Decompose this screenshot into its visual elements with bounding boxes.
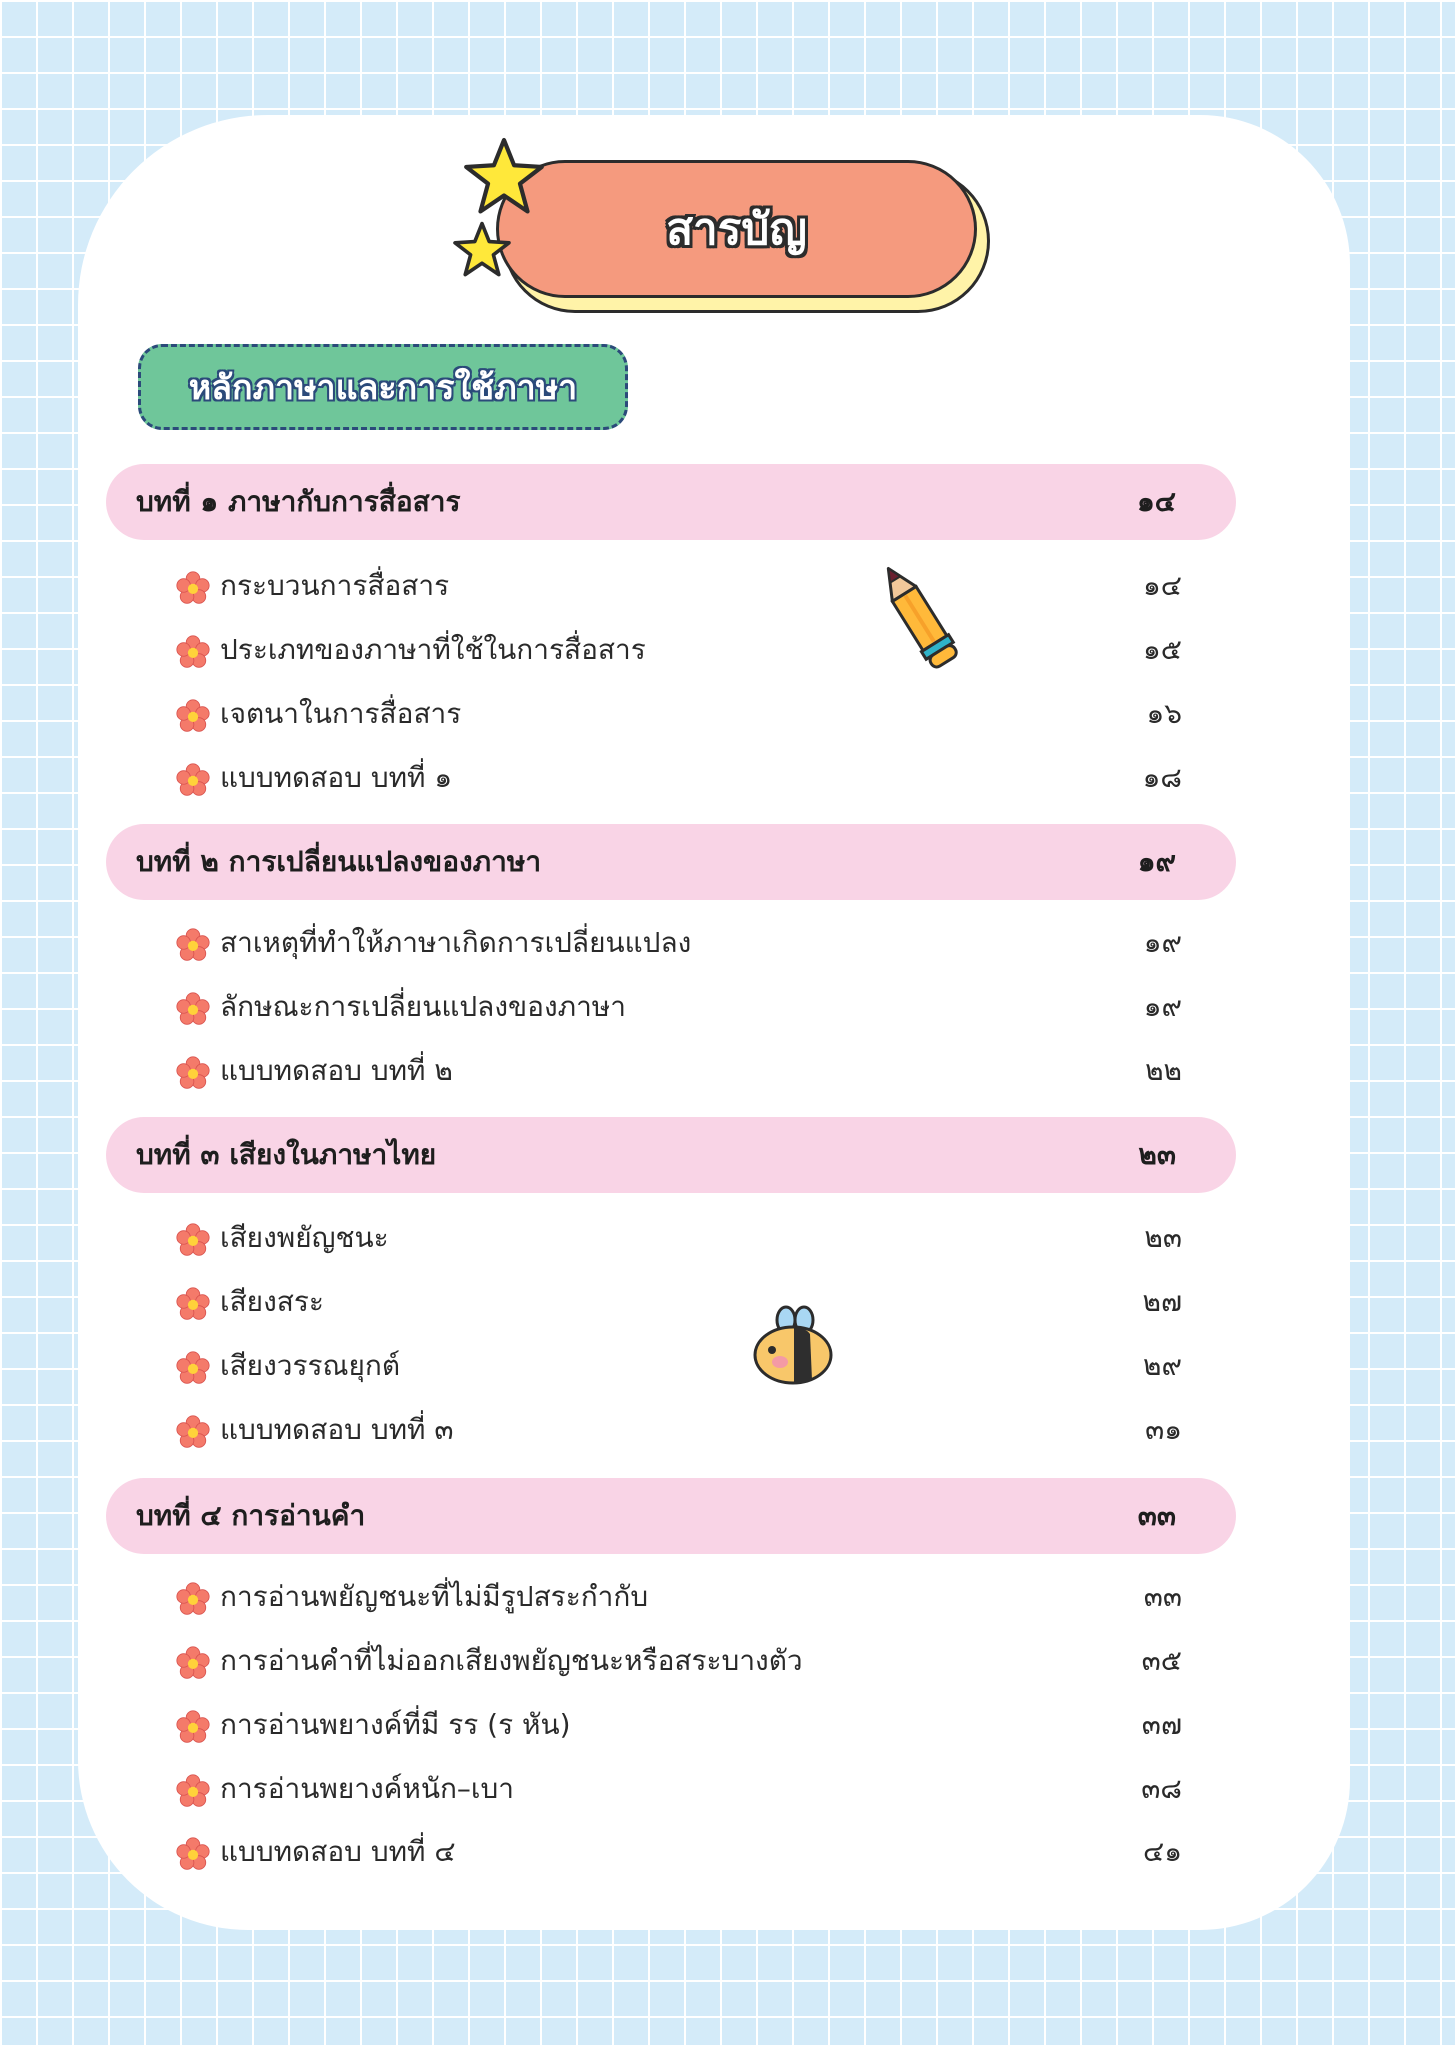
toc-item-page: ๓๗ (1141, 1708, 1182, 1741)
toc-item-page: ๑๙ (1143, 926, 1182, 959)
flower-icon (176, 699, 210, 733)
pencil-icon (868, 556, 968, 676)
toc-item-page: ๑๘ (1142, 761, 1182, 794)
toc-item-page: ๔๑ (1143, 1835, 1182, 1868)
chapter-bar[interactable] (106, 464, 1236, 540)
chapter-title: บทที่ ๒ การเปลี่ยนแปลงของภาษา (136, 845, 542, 878)
toc-item-title: แบบทดสอบ บทที่ ๔ (220, 1835, 456, 1868)
toc-item-title: แบบทดสอบ บทที่ ๒ (220, 1054, 453, 1087)
toc-item-title: การอ่านพยางค์ที่มี รร (ร หัน) (220, 1708, 571, 1741)
flower-icon (176, 1056, 210, 1090)
toc-item[interactable] (172, 1827, 1182, 1877)
toc-item-page: ๓๕ (1141, 1644, 1182, 1677)
toc-item-page: ๒๒ (1145, 1054, 1182, 1087)
toc-item-page: ๒๗ (1142, 1285, 1182, 1318)
toc-item-page: ๓๓ (1143, 1580, 1182, 1613)
toc-item-title: เสียงพยัญชนะ (220, 1221, 389, 1254)
section-label (138, 344, 628, 430)
toc-item[interactable] (172, 1213, 1182, 1263)
toc-item[interactable] (172, 1700, 1182, 1750)
toc-item-title: เสียงสระ (220, 1285, 324, 1318)
toc-item[interactable] (172, 689, 1182, 739)
flower-icon (176, 1223, 210, 1257)
toc-item-title: การอ่านพยัญชนะที่ไม่มีรูปสระกำกับ (220, 1580, 649, 1613)
flower-icon (176, 635, 210, 669)
toc-item-page: ๓๘ (1141, 1772, 1182, 1805)
toc-item[interactable] (172, 918, 1182, 968)
page-title: สารบัญ (666, 204, 807, 255)
flower-icon (176, 992, 210, 1026)
flower-icon (176, 1415, 210, 1449)
chapter-page: ๑๔ (1137, 485, 1176, 518)
toc-item-title: สาเหตุที่ทำให้ภาษาเกิดการเปลี่ยนแปลง (220, 926, 692, 959)
toc-item[interactable] (172, 1764, 1182, 1814)
flower-icon (176, 1837, 210, 1871)
flower-icon (176, 1287, 210, 1321)
bee-icon (748, 1300, 838, 1390)
toc-item-page: ๑๙ (1143, 990, 1182, 1023)
flower-icon (176, 571, 210, 605)
toc-item-page: ๒๓ (1144, 1221, 1182, 1254)
chapter-bar[interactable] (106, 1478, 1236, 1554)
flower-icon (176, 763, 210, 797)
chapter-title: บทที่ ๑ ภาษากับการสื่อสาร (136, 485, 461, 518)
star-icon (462, 135, 546, 219)
flower-icon (176, 1351, 210, 1385)
toc-item-title: กระบวนการสื่อสาร (220, 569, 450, 602)
flower-icon (176, 1646, 210, 1680)
toc-item-page: ๑๕ (1143, 633, 1182, 666)
flower-icon (176, 1710, 210, 1744)
chapter-page: ๑๙ (1137, 845, 1176, 878)
flower-icon (176, 1774, 210, 1808)
chapter-page: ๒๓ (1138, 1138, 1176, 1171)
chapter-page: ๓๓ (1137, 1499, 1176, 1532)
toc-item-title: ลักษณะการเปลี่ยนแปลงของภาษา (220, 990, 626, 1023)
toc-item-page: ๒๙ (1143, 1349, 1182, 1382)
section-label-text: หลักภาษาและการใช้ภาษา (188, 368, 578, 408)
toc-item-title: การอ่านพยางค์หนัก–เบา (220, 1772, 514, 1805)
toc-item[interactable] (172, 1341, 1182, 1391)
chapter-bar[interactable] (106, 824, 1236, 900)
toc-item-title: การอ่านคำที่ไม่ออกเสียงพยัญชนะหรือสระบางตัว (220, 1644, 803, 1677)
toc-item-page: ๑๔ (1143, 569, 1182, 602)
star-icon (452, 220, 512, 280)
toc-item-title: แบบทดสอบ บทที่ ๓ (220, 1413, 454, 1446)
chapter-title: บทที่ ๔ การอ่านคำ (136, 1499, 366, 1532)
title-banner (496, 160, 977, 298)
toc-item[interactable] (172, 625, 1182, 675)
flower-icon (176, 928, 210, 962)
toc-item[interactable] (172, 982, 1182, 1032)
chapter-bar[interactable] (106, 1117, 1236, 1193)
toc-item-page: ๓๑ (1145, 1413, 1182, 1446)
toc-item-title: เสียงวรรณยุกต์ (220, 1349, 401, 1382)
toc-item-title: เจตนาในการสื่อสาร (220, 697, 462, 730)
flower-icon (176, 1582, 210, 1616)
toc-item[interactable] (172, 1277, 1182, 1327)
toc-item-page: ๑๖ (1146, 697, 1182, 730)
chapter-title: บทที่ ๓ เสียงในภาษาไทย (136, 1138, 437, 1171)
toc-item[interactable] (172, 753, 1182, 803)
toc-item[interactable] (172, 1405, 1182, 1455)
toc-item[interactable] (172, 561, 1182, 611)
toc-item[interactable] (172, 1636, 1182, 1686)
toc-item[interactable] (172, 1046, 1182, 1096)
toc-item[interactable] (172, 1572, 1182, 1622)
toc-item-title: แบบทดสอบ บทที่ ๑ (220, 761, 453, 794)
toc-item-title: ประเภทของภาษาที่ใช้ในการสื่อสาร (220, 633, 646, 666)
